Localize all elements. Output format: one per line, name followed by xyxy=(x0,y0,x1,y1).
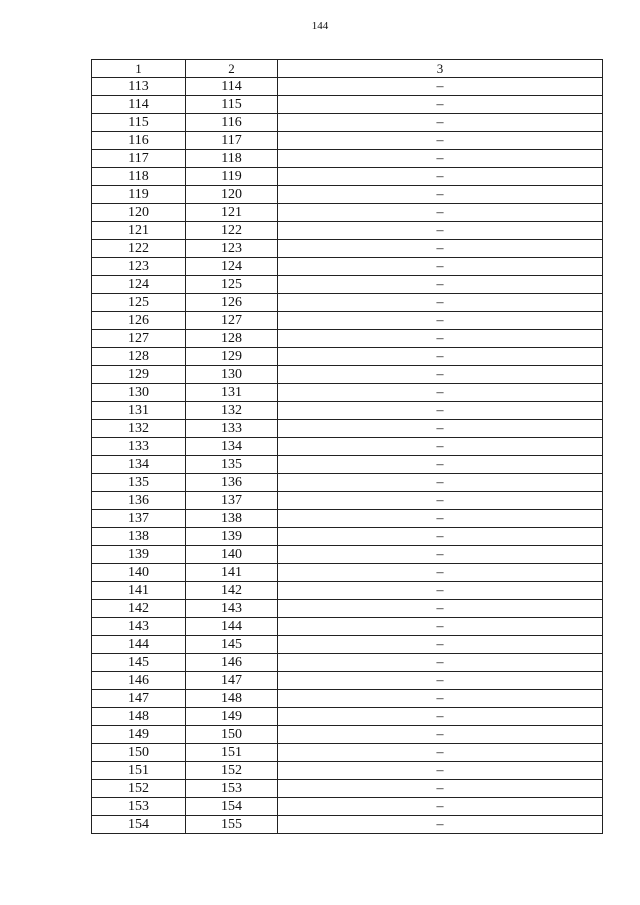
table-cell-col-2: 139 xyxy=(186,528,278,546)
table-cell-col-3: – xyxy=(278,78,603,96)
table-cell-col-1: 147 xyxy=(92,690,186,708)
table-cell-col-1: 140 xyxy=(92,564,186,582)
table-cell-col-3: – xyxy=(278,816,603,834)
table-cell-col-1: 128 xyxy=(92,348,186,366)
table-cell-col-1: 150 xyxy=(92,744,186,762)
table-cell-col-2: 153 xyxy=(186,780,278,798)
table-cell-col-2: 154 xyxy=(186,798,278,816)
table-row xyxy=(92,672,603,690)
table-cell-col-1: 146 xyxy=(92,672,186,690)
table-cell-col-2: 155 xyxy=(186,816,278,834)
table-cell-col-3: – xyxy=(278,276,603,294)
table-row xyxy=(92,816,603,834)
table-row xyxy=(92,618,603,636)
table-cell-col-1: 144 xyxy=(92,636,186,654)
table-cell-col-1: 126 xyxy=(92,312,186,330)
table-cell-col-3: – xyxy=(278,798,603,816)
table-cell-col-3: – xyxy=(278,132,603,150)
table-cell-col-3: – xyxy=(278,546,603,564)
table-cell-col-2: 127 xyxy=(186,312,278,330)
table-row xyxy=(92,438,603,456)
table-cell-col-1: 152 xyxy=(92,780,186,798)
table-cell-col-2: 124 xyxy=(186,258,278,276)
table-row xyxy=(92,420,603,438)
table-cell-col-3: – xyxy=(278,726,603,744)
table-cell-col-1: 142 xyxy=(92,600,186,618)
table-cell-col-3: – xyxy=(278,600,603,618)
table-row xyxy=(92,78,603,96)
table-cell-col-3: – xyxy=(278,492,603,510)
table-cell-col-1: 134 xyxy=(92,456,186,474)
table-cell-col-2: 129 xyxy=(186,348,278,366)
table-cell-col-1: 154 xyxy=(92,816,186,834)
table-cell-col-1: 120 xyxy=(92,204,186,222)
table-cell-col-1: 132 xyxy=(92,420,186,438)
table-cell-col-2: 114 xyxy=(186,78,278,96)
table-row xyxy=(92,312,603,330)
table-cell-col-1: 153 xyxy=(92,798,186,816)
table-body xyxy=(92,78,603,834)
table-cell-col-3: – xyxy=(278,744,603,762)
table-cell-col-1: 131 xyxy=(92,402,186,420)
table-cell-col-1: 149 xyxy=(92,726,186,744)
table-cell-col-3: – xyxy=(278,240,603,258)
table-cell-col-1: 145 xyxy=(92,654,186,672)
table-cell-col-3: – xyxy=(278,528,603,546)
table-row xyxy=(92,330,603,348)
table-cell-col-1: 143 xyxy=(92,618,186,636)
table-cell-col-1: 115 xyxy=(92,114,186,132)
table-row xyxy=(92,762,603,780)
table-cell-col-1: 127 xyxy=(92,330,186,348)
table-cell-col-3: – xyxy=(278,708,603,726)
table-cell-col-2: 120 xyxy=(186,186,278,204)
table-cell-col-3: – xyxy=(278,564,603,582)
table-cell-col-1: 136 xyxy=(92,492,186,510)
table-cell-col-1: 141 xyxy=(92,582,186,600)
table-cell-col-1: 139 xyxy=(92,546,186,564)
page-number: 144 xyxy=(311,20,329,32)
table-cell-col-1: 138 xyxy=(92,528,186,546)
table-cell-col-3: – xyxy=(278,150,603,168)
table-cell-col-2: 134 xyxy=(186,438,278,456)
table-row xyxy=(92,510,603,528)
table-row xyxy=(92,186,603,204)
table-cell-col-2: 136 xyxy=(186,474,278,492)
table-cell-col-3: – xyxy=(278,636,603,654)
table-row xyxy=(92,492,603,510)
table-cell-col-2: 137 xyxy=(186,492,278,510)
table-cell-col-2: 145 xyxy=(186,636,278,654)
table-cell-col-3: – xyxy=(278,294,603,312)
table-cell-col-2: 121 xyxy=(186,204,278,222)
table-cell-col-2: 126 xyxy=(186,294,278,312)
table-row xyxy=(92,708,603,726)
table-cell-col-3: – xyxy=(278,258,603,276)
table-cell-col-2: 152 xyxy=(186,762,278,780)
table-cell-col-2: 117 xyxy=(186,132,278,150)
column-header-2: 2 xyxy=(186,60,278,78)
table-cell-col-2: 138 xyxy=(186,510,278,528)
table-cell-col-3: – xyxy=(278,114,603,132)
table-row xyxy=(92,600,603,618)
table-row xyxy=(92,690,603,708)
table-cell-col-2: 132 xyxy=(186,402,278,420)
table-cell-col-2: 143 xyxy=(186,600,278,618)
data-table xyxy=(91,59,603,834)
table-cell-col-3: – xyxy=(278,222,603,240)
table-row xyxy=(92,654,603,672)
table-cell-col-3: – xyxy=(278,186,603,204)
table-cell-col-2: 119 xyxy=(186,168,278,186)
table-cell-col-3: – xyxy=(278,366,603,384)
table-row xyxy=(92,456,603,474)
table-row xyxy=(92,204,603,222)
table-cell-col-2: 149 xyxy=(186,708,278,726)
table-cell-col-3: – xyxy=(278,312,603,330)
table-cell-col-1: 121 xyxy=(92,222,186,240)
table-row xyxy=(92,240,603,258)
table-row xyxy=(92,132,603,150)
table-row xyxy=(92,258,603,276)
table-cell-col-3: – xyxy=(278,582,603,600)
table-row xyxy=(92,528,603,546)
table-row xyxy=(92,168,603,186)
table-header-row xyxy=(92,60,603,78)
table-cell-col-1: 119 xyxy=(92,186,186,204)
table-row xyxy=(92,780,603,798)
table-cell-col-2: 130 xyxy=(186,366,278,384)
table-row xyxy=(92,114,603,132)
table-cell-col-3: – xyxy=(278,762,603,780)
table-cell-col-2: 115 xyxy=(186,96,278,114)
table-cell-col-3: – xyxy=(278,510,603,528)
table-cell-col-2: 141 xyxy=(186,564,278,582)
table-cell-col-1: 113 xyxy=(92,78,186,96)
table-cell-col-3: – xyxy=(278,672,603,690)
table-cell-col-2: 135 xyxy=(186,456,278,474)
table-cell-col-3: – xyxy=(278,618,603,636)
table-cell-col-1: 129 xyxy=(92,366,186,384)
table-row xyxy=(92,384,603,402)
table-cell-col-2: 118 xyxy=(186,150,278,168)
table-row xyxy=(92,798,603,816)
table-cell-col-3: – xyxy=(278,384,603,402)
table-cell-col-1: 116 xyxy=(92,132,186,150)
table-cell-col-2: 128 xyxy=(186,330,278,348)
table-row xyxy=(92,276,603,294)
table-cell-col-1: 114 xyxy=(92,96,186,114)
table-row xyxy=(92,744,603,762)
table-row xyxy=(92,96,603,114)
table-cell-col-2: 151 xyxy=(186,744,278,762)
table-cell-col-3: – xyxy=(278,96,603,114)
table-cell-col-2: 140 xyxy=(186,546,278,564)
table-row xyxy=(92,348,603,366)
table-cell-col-3: – xyxy=(278,402,603,420)
table-cell-col-2: 116 xyxy=(186,114,278,132)
table-row xyxy=(92,294,603,312)
table-cell-col-3: – xyxy=(278,780,603,798)
table-cell-col-2: 146 xyxy=(186,654,278,672)
table-row xyxy=(92,150,603,168)
table-cell-col-3: – xyxy=(278,348,603,366)
column-header-3: 3 xyxy=(278,60,603,78)
table-cell-col-2: 147 xyxy=(186,672,278,690)
table-cell-col-1: 148 xyxy=(92,708,186,726)
table-cell-col-1: 118 xyxy=(92,168,186,186)
table-row xyxy=(92,366,603,384)
table-cell-col-1: 123 xyxy=(92,258,186,276)
table-row xyxy=(92,582,603,600)
table-cell-col-3: – xyxy=(278,456,603,474)
table-cell-col-1: 122 xyxy=(92,240,186,258)
table-cell-col-3: – xyxy=(278,690,603,708)
table-row xyxy=(92,402,603,420)
table-cell-col-2: 150 xyxy=(186,726,278,744)
table-cell-col-3: – xyxy=(278,168,603,186)
table-row xyxy=(92,546,603,564)
table-cell-col-3: – xyxy=(278,420,603,438)
table-cell-col-2: 123 xyxy=(186,240,278,258)
table-row xyxy=(92,222,603,240)
table-cell-col-3: – xyxy=(278,330,603,348)
column-header-1: 1 xyxy=(92,60,186,78)
table-cell-col-2: 122 xyxy=(186,222,278,240)
table-cell-col-1: 125 xyxy=(92,294,186,312)
table-cell-col-1: 135 xyxy=(92,474,186,492)
table-cell-col-1: 151 xyxy=(92,762,186,780)
table-cell-col-1: 117 xyxy=(92,150,186,168)
table-row xyxy=(92,474,603,492)
table-cell-col-3: – xyxy=(278,654,603,672)
table-cell-col-2: 133 xyxy=(186,420,278,438)
table-cell-col-1: 133 xyxy=(92,438,186,456)
table-cell-col-2: 144 xyxy=(186,618,278,636)
table-row xyxy=(92,564,603,582)
table-cell-col-3: – xyxy=(278,438,603,456)
table-cell-col-2: 131 xyxy=(186,384,278,402)
table-cell-col-1: 124 xyxy=(92,276,186,294)
table-cell-col-2: 148 xyxy=(186,690,278,708)
table-cell-col-1: 137 xyxy=(92,510,186,528)
table-cell-col-3: – xyxy=(278,474,603,492)
table-cell-col-3: – xyxy=(278,204,603,222)
table-row xyxy=(92,726,603,744)
table-row xyxy=(92,636,603,654)
table-cell-col-1: 130 xyxy=(92,384,186,402)
table-cell-col-2: 142 xyxy=(186,582,278,600)
table-cell-col-2: 125 xyxy=(186,276,278,294)
